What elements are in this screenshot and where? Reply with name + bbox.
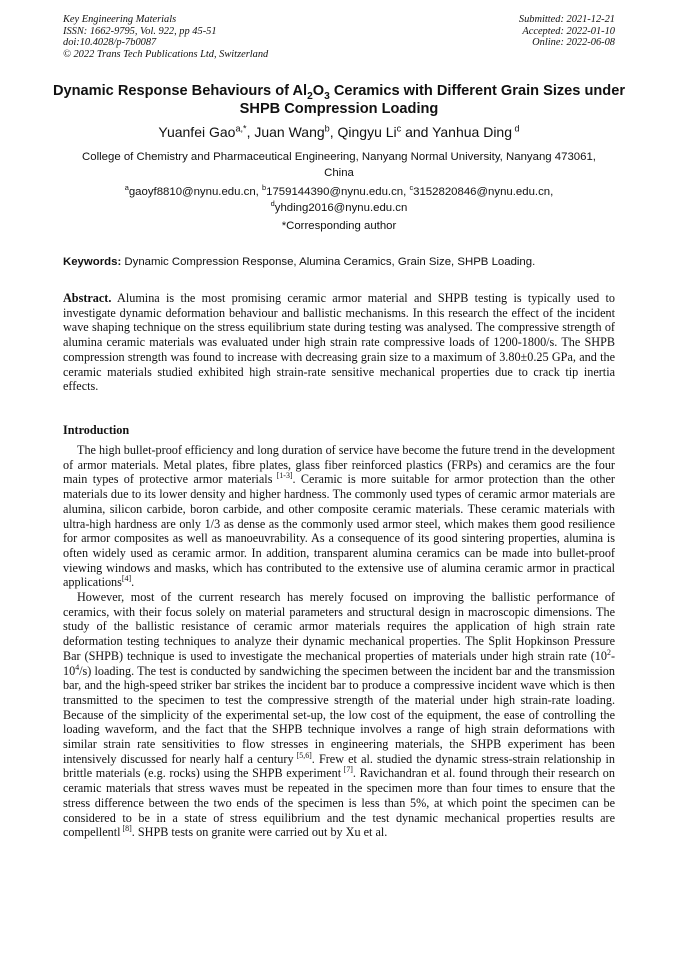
email-mark: d — [270, 198, 275, 208]
paragraph-text: . Frew et al. studied the dynamic stress-strain relationship in brittle materials (e.g. rocks) using the SHPB experiment — [63, 751, 615, 781]
email-mark: a — [124, 183, 129, 193]
paragraph-text: . Ravichandran et al. found through their research on ceramic materials that stress waves must be repeated in the specimen more than four times to ensure that the stress difference between the two ends of the specimen is less than 5%, at which point the specimen can be considered to be in a state of stress equilibrium and the test dynamic mechanical properties results are compellentl — [63, 766, 615, 840]
paragraph — [63, 590, 615, 840]
author-name: Yanhua Ding — [432, 124, 513, 140]
corresponding-author-note: *Corresponding author — [281, 220, 397, 232]
submitted-date: Submitted: 2021-12-21 — [518, 14, 615, 25]
copyright: © 2022 Trans Tech Publications Ltd, Switzerland — [63, 48, 269, 60]
author-separator: , — [329, 124, 338, 140]
abstract-text: Alumina is the most promising ceramic armor material and SHPB testing is typically used to investigate dynamic deformation behaviour and ballistic mechanisms. In this research the effect of the incident wave shaping technique on the stress equilibrium state during testing was analysed. The compressive strength of alumina ceramic materials was evaluated under high strain rate compressive loads of 1200-1800/s. The SHPB compression strength was found to increase with decreasing grain size to a maximum of 3.80±0.25 GPa, and the ceramic materials studied exhibited high strain-rate sensitive mechanical properties due to crack tip inertia effects. — [63, 291, 615, 394]
title-text: Dynamic Response Behaviours of Al — [52, 83, 308, 99]
keywords — [63, 256, 615, 268]
section-heading-introduction: Introduction — [63, 423, 130, 437]
author-mark: c — [396, 123, 402, 134]
author-mark: d — [512, 123, 520, 134]
exponent: 2 — [606, 647, 611, 657]
title-subscript: 3 — [324, 90, 330, 102]
author-separator: and — [401, 124, 433, 140]
accepted-date: Accepted: 2022-01-10 — [522, 25, 615, 37]
citation: [4] — [121, 574, 132, 584]
journal-info — [63, 14, 268, 60]
title-text: O — [312, 83, 325, 99]
online-date: Online: 2022-06-08 — [532, 37, 615, 49]
keywords-label: Keywords: — [63, 256, 122, 268]
email-mark: c — [409, 183, 414, 193]
author-mark: a,* — [235, 123, 247, 134]
paragraph-text: -10 — [63, 648, 615, 678]
author-separator: , — [246, 124, 255, 140]
issn-volume: ISSN: 1662-9795, Vol. 922, pp 45-51 — [63, 25, 217, 37]
introduction-body — [63, 443, 615, 840]
exponent: 4 — [75, 662, 80, 672]
title-subscript: 2 — [307, 90, 313, 102]
paragraph-text: . SHPB tests on granite were carried out by Xu et al. — [131, 825, 388, 840]
paper-title — [50, 82, 628, 118]
email-address: yhding2016@nynu.edu.cn — [274, 201, 408, 214]
doi: doi:10.4028/p-7b0087 — [63, 37, 157, 49]
citation: [7] — [341, 765, 353, 775]
affiliation: College of Chemistry and Pharmaceutical Engineering, Nanyang Normal University, Nanyang 473061, China — [82, 151, 596, 179]
paragraph-text: /s) loading. The test is conducted by sandwiching the specimen between the incident bar and the transmission bar, and the high-speed striker bar strikes the incident bar to produce a compressive incident wave which is then transmitted to the specimen to test the compressive strength of the material under high strain-rate loading. Because of the simplicity of the experimental set-up, the low cost of the equipment, the ease of controlling the loading waveform, and the fact that the SHPB technique involves a range of high strain deformations with similar strain rate sensitivities to flow stresses in engineering materials, the SHPB experiment has been intensively discussed for nearly half a century — [63, 663, 615, 766]
abstract — [63, 291, 615, 394]
email-address: 1759144390@nynu.edu.cn, — [266, 186, 410, 198]
title-text: Ceramics with Different Grain Sizes under SHPB Compression Loading — [239, 83, 626, 117]
paragraph-text: The high bullet-proof efficiency and long duration of service have become the future trend in the development of armor materials. Metal plates, fibre plates, glass fiber reinforced plastics (FRPs) and ceramics are the four main types of protective armor materials — [63, 443, 615, 487]
author-name: Yuanfei Gao — [158, 124, 236, 140]
email-list — [72, 185, 606, 216]
author-name: Qingyu Li — [337, 124, 397, 140]
citation: [8] — [120, 824, 132, 834]
email-address: 3152820846@nynu.edu.cn, — [413, 186, 554, 198]
author-name: Juan Wang — [254, 124, 325, 140]
paragraph-text: . — [131, 575, 135, 590]
abstract-label: Abstract. — [63, 291, 112, 305]
paragraph-text: . Ceramic is more suitable for armor protection than the other materials due to its lower density and higher hardness. The commonly used types of ceramic armor materials are alumina, silicon carbide, boron carbide, and other composite ceramic materials. These ceramic materials with ultra-high hardness are only 1/3 as dense as the commonly used armor steel, which makes them good resilience for armor composites as well as manoeuvrability. As a consequence of its good sintering properties, alumina is often widely used as ceramic armor. In addition, transparent alumina ceramics can be made into bullet-proof viewing windows and masks, which has contributed to the extensive use of alumina ceramic armor in practical applications — [63, 472, 615, 590]
author-list — [0, 124, 678, 140]
citation: [1-3] — [272, 471, 293, 481]
author-mark: b — [324, 123, 330, 134]
keywords-text: Dynamic Compression Response, Alumina Ceramics, Grain Size, SHPB Loading. — [121, 256, 536, 268]
submission-dates — [519, 14, 615, 49]
email-address: gaoyf8810@nynu.edu.cn, — [128, 186, 262, 198]
email-mark: b — [262, 183, 267, 193]
paragraph-text: However, most of the current research has merely focused on improving the ballistic performance of ceramics, with their focus solely on material parameters and structural design in macroscopic dimensions. The study of the ballistic resistance of ceramic armor materials requires the application of high strain rate deformation testing techniques to analyze their dynamic mechanical properties. The Split Hopkinson Pressure Bar (SHPB) technique is used to investigate the mechanical properties of materials under high strain rate (10 — [63, 590, 615, 663]
paragraph — [63, 443, 615, 590]
citation: [5,6] — [293, 750, 312, 760]
journal-name: Key Engineering Materials — [63, 14, 177, 25]
